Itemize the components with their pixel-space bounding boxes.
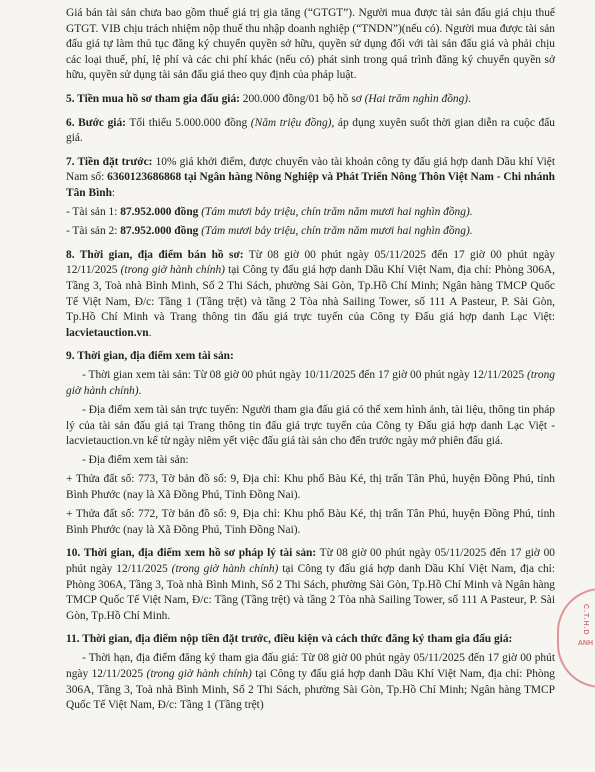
section-9-online-text: - Địa điểm xem tài sản trực tuyến: Người tham gia đấu giá có thể xem hình ảnh, tài liệu, thông tin pháp lý của tài sản đấu giá tại Trang thông tin đấu giá trực tuyến của Công ty Đấu giá hợp danh Lạc Việt - lacvietauction.vn kể từ ngày niêm yết việc đấu giá tài sản cho đến trước ngày mở phiên đấu giá.	[66, 404, 555, 448]
company-seal-text-2: ANH	[577, 640, 593, 647]
asset-2-label: - Tài sản 2:	[66, 225, 121, 238]
asset-2-words: (Tám mươi bảy triệu, chín trăm năm mươi hai nghìn đồng).	[198, 225, 473, 238]
section-11-registration	[66, 651, 555, 713]
section-9-time-text: - Thời gian xem tài sản: Từ 08 giờ 00 phút ngày 10/11/2025 đến 17 giờ 00 phút ngày 12/11/2025	[82, 369, 527, 382]
section-11-tail: tại Công ty đấu giá hợp danh Dầu Khí Việt Nam, địa chỉ: Phòng 306A, Tầng 3, Toà nhà Bình Minh, Số 2 Thi Sách, phường Sài Gòn, Tp.Hồ Chí Minh; Ngân hàng TMCP Quốc Tế Việt Nam, Đ/c: Tầng 1 (Tầng trệt)	[66, 667, 555, 712]
section-10-text-2: tại Công ty đấu giá hợp danh Dầu Khí Việt Nam, địa chỉ: Phòng 306A, Tầng 3, Toà nhà Bình Minh, Số 2 Thi Sách, phường Sài Gòn, Tp.Hồ Chí Minh và Ngân hàng TMCP Quốc Tế Việt Nam, Đ/c: Tầng (Tầng trệt) và tầng 2 Tòa nhà Sailing Tower, số 111 A Pasteur, P. Sài Gòn, Tp.Hồ Chí Minh.	[66, 562, 556, 622]
section-7-bank: 6360123686868 tại Ngân hàng Nông Nghiệp và Phát Triển Nông Thôn Việt Nam - Chi nhánh Tân Bình	[66, 171, 555, 199]
lot-772-text: + Thửa đất số: 772, Tờ bản đồ số: 9, Địa chỉ: Khu phố Bàu Ké, thị trấn Tân Phú, huyện Đồng Phú, tỉnh Bình Phước (nay là Xã Đồng Phú, Tỉnh Đồng Nai).	[66, 508, 555, 536]
section-9-heading	[66, 349, 555, 365]
section-5-label: 5. Tiền mua hồ sơ tham gia đấu giá:	[66, 92, 240, 105]
asset-1-label: - Tài sản 1:	[66, 206, 121, 219]
section-7-label: 7. Tiền đặt trước:	[66, 155, 153, 168]
section-6	[66, 116, 555, 147]
section-5	[66, 92, 555, 108]
section-9-time-italic: (trong giờ hành chính)	[66, 369, 555, 397]
section-7-asset-2	[66, 224, 555, 240]
section-10	[66, 546, 555, 624]
section-7	[66, 155, 555, 202]
section-11-text: - Thời hạn, địa điểm đăng ký tham gia đấu giá: Từ 08 giờ 00 phút ngày 05/11/2025 đến 17 giờ 00 phút ngày 12/11/2025	[66, 652, 555, 680]
section-5-italic: (Hai trăm nghìn đồng)	[364, 92, 469, 105]
lot-773-text: + Thửa đất số: 773, Tờ bản đồ số: 9, Địa chỉ: Khu phố Bàu Ké, thị trấn Tân Phú, huyện Đồng Phú, tỉnh Bình Phước (nay là Xã Đồng Phú, Tỉnh Đồng Nai).	[66, 473, 555, 502]
section-11-italic: (trong giờ hành chính)	[146, 667, 252, 680]
section-5-tail: .	[468, 92, 471, 105]
section-8-label: 8. Thời gian, địa điểm bán hồ sơ:	[66, 248, 244, 261]
section-8-tail: .	[148, 326, 152, 339]
section-9-location-text: - Địa điểm xem tài sản:	[82, 454, 189, 467]
section-7-tail: :	[111, 186, 116, 199]
section-9-label: 9. Thời gian, địa điểm xem tài sản:	[66, 350, 234, 363]
asset-2-amount: 87.952.000 đồng	[120, 225, 199, 238]
section-7-text: 10% giá khởi điểm, được chuyển vào tài khoản công ty đấu giá hợp danh Dầu khí Việt Nam số:	[66, 155, 555, 184]
section-6-label: 6. Bước giá:	[66, 116, 126, 129]
section-9-time	[66, 368, 555, 399]
section-10-label: 10. Thời gian, địa điểm xem hồ sơ pháp lý tài sản:	[66, 547, 317, 560]
section-9-online	[66, 403, 555, 450]
asset-1-words: (Tám mươi bảy triệu, chín trăm năm mươi hai nghìn đồng).	[198, 206, 473, 219]
section-8-website: lacvietauction.vn	[66, 326, 149, 339]
section-11-label: 11. Thời gian, địa điểm nộp tiền đặt trước, điều kiện và cách thức đăng ký tham gia đấu giá:	[66, 633, 513, 646]
section-8	[66, 248, 555, 342]
section-8-italic: (trong giờ hành chính)	[120, 264, 225, 277]
section-10-italic: (trong giờ hành chính)	[171, 562, 279, 575]
section-9-time-tail: .	[138, 384, 142, 397]
intro-paragraph	[66, 6, 555, 84]
section-9-lot-772	[66, 507, 555, 538]
section-6-italic: (Năm triệu đồng)	[250, 116, 332, 129]
section-9-lot-773	[66, 472, 555, 503]
section-9-location-heading	[66, 453, 555, 469]
intro-text: Giá bán tài sản chưa bao gồm thuế giá trị gia tăng (“GTGT”). Người mua được tài sản đấu giá chịu thuế GTGT. VIB chịu trách nhiệm nộp thuế thu nhập doanh nghiệp (“TNDN”)(nếu có). Người mua được tài sản đấu giá tự làm thủ tục đăng ký chuyển quyền sở hữu, quyền sử dụng đối với tài sản đấu giá và phải chịu các loại thuế, phí, lệ phí và các chi phí khác (nếu có) phát sinh trong quá trình đăng ký chuyển quyền sở hữu, quyền sử dụng tài sản đấu giá theo quy định của pháp luật.	[66, 7, 555, 82]
asset-1-amount: 87.952.000 đồng	[120, 206, 199, 219]
section-8-text-2: tại Công ty đấu giá hợp danh Dầu Khí Việt Nam, địa chỉ: Phòng 306A, Tầng 3, Toà nhà Bình Minh, Số 2 Thi Sách, phường Sài Gòn, Tp.Hồ Chí Minh; Ngân hàng TMCP Quốc Tế Việt Nam, Đ/c: Tầng 1 (Tầng trệt) và tầng 2 Tòa nhà Sailing Tower, số 111 A Pasteur, P. Sài Gòn, Tp.Hồ Chí Minh và Trang thông tin đấu giá trực tuyến của Công ty Đấu giá hợp danh Lạc Việt:	[66, 264, 555, 324]
section-6-tail: , áp dụng xuyên suốt thời gian diễn ra cuộc đấu giá.	[66, 116, 555, 145]
section-8-text-1: Từ 08 giờ 00 phút ngày 05/11/2025 đến 17 giờ 00 phút ngày 12/11/2025	[66, 248, 555, 277]
company-seal-text: C.T.H.D	[582, 604, 589, 636]
section-10-text-1: Từ 08 giờ 00 phút ngày 05/11/2025 đến 17 giờ 00 phút ngày 12/11/2025	[66, 547, 556, 575]
section-6-text: Tối thiểu 5.000.000 đồng	[125, 116, 251, 129]
section-11-heading	[66, 632, 555, 648]
section-5-text: 200.000 đồng/01 bộ hồ sơ	[239, 92, 365, 105]
section-7-asset-1	[66, 205, 555, 221]
